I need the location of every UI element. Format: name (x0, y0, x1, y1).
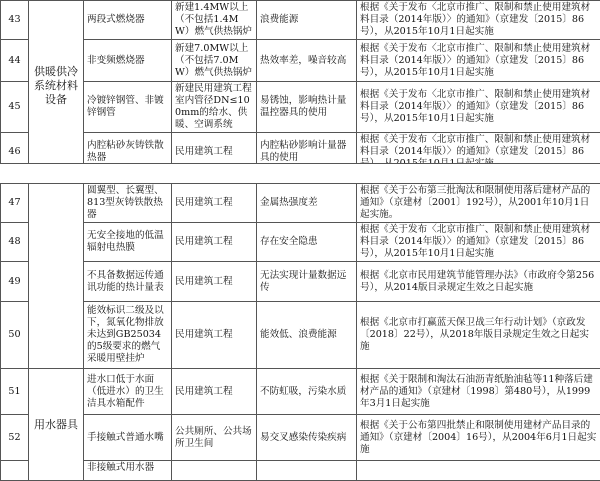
product-cell: 两段式燃烧器 (84, 1, 172, 40)
scope-cell: 民用建筑工程 (172, 302, 257, 369)
reason-cell: 无法实现计量数据远传 (257, 262, 357, 302)
product-cell: 内腔粘砂灰铸铁散热器 (84, 133, 172, 172)
scope-cell: 新建1.4MW以上（不包括1.4MW）燃气供热锅炉 (172, 1, 257, 40)
product-cell: 能效标识二级及以下，氮氧化物排放未达到GB25034的5级要求的燃气采暖用壁挂炉 (84, 302, 172, 369)
basis-cell: 根据《关于公布第三批淘汰和限制使用落后建材产品的通知》（京建材〔2001〕192号），从2001年10月1日起实施。 (357, 184, 600, 223)
scope-cell: 民用建筑工程 (172, 184, 257, 223)
reason-cell: 易锈蚀，影响热计量温控器具的使用 (257, 82, 357, 133)
basis-cell: 根据《关于发布〈北京市推广、限制和禁止使用建筑材料目录（2014年版）〉的通知》（京建发〔2015〕86号），从2015年10月1日起实施 (357, 82, 600, 133)
table-row (1, 369, 600, 415)
row-number: 48 (1, 223, 29, 262)
product-cell: 冷镀锌钢管、非镀锌钢管 (84, 82, 172, 133)
scope-cell: 民用建筑工程 (172, 369, 257, 415)
row-number: 43 (1, 1, 29, 40)
page-break (0, 163, 600, 184)
basis-cell: 根据《关于发布〈北京市推广、限制和禁止使用建筑材料目录（2014年版）〉的通知》（京建发〔2015〕86号），从2015年10月1日起实施 (357, 1, 600, 40)
basis-cell: 根据《关于公布第四批禁止和限制使用建材产品目录的通知》（京建材〔2004〕16号），从2004年6月1日起实施 (357, 415, 600, 461)
table-row (1, 40, 600, 82)
table-row (1, 262, 600, 302)
basis-cell: 根据《北京市打赢蓝天保卫战三年行动计划》（京政发〔2018〕22号），从2018年版目录规定生效之日起实施 (357, 302, 600, 369)
category-cell: 供暖供冷系统材料设备 (29, 1, 84, 172)
product-cell: 非接触式用水器 (84, 461, 172, 481)
row-number: 51 (1, 369, 29, 415)
product-cell: 圆翼型、长翼型、813型灰铸铁散热器 (84, 184, 172, 223)
table-row (1, 1, 600, 40)
table-row (1, 302, 600, 369)
row-number: 44 (1, 40, 29, 82)
reason-cell: 存在安全隐患 (257, 223, 357, 262)
basis-cell: 根据《关于发布〈北京市推广、限制和禁止使用建筑材料目录（2014年版）〉的通知》（京建发〔2015〕86号），从2015年10月1日起实施 (357, 40, 600, 82)
reason-cell: 浪费能源 (257, 1, 357, 40)
scope-cell: 民用建筑工程 (172, 262, 257, 302)
scope-cell: 公共厕所、公共场所卫生间 (172, 415, 257, 461)
basis-cell: 根据《北京市民用建筑节能管理办法》（市政府令第256号），从2014版目录规定生效之日起实施 (357, 262, 600, 302)
category-cell: 用水器具 (29, 369, 84, 481)
row-number-empty (1, 461, 29, 481)
scope-cell: 新建7.0MW以上（不包括7.0MW）燃气供热锅炉 (172, 40, 257, 82)
reason-cell-empty (257, 461, 357, 481)
category-cell-empty (29, 184, 84, 369)
reason-cell: 能效低、浪费能源 (257, 302, 357, 369)
reason-cell: 内腔粘砂影响计量器具的使用 (257, 133, 357, 172)
table-row (1, 184, 600, 223)
scope-cell-empty (172, 461, 257, 481)
row-number: 49 (1, 262, 29, 302)
product-cell: 不具备数据远传通讯功能的热计量表 (84, 262, 172, 302)
table-part-1 (0, 0, 600, 172)
product-cell: 手接触式普通水嘴 (84, 415, 172, 461)
basis-cell-empty (357, 461, 600, 481)
product-cell: 无安全接地的低温辐射电热膜 (84, 223, 172, 262)
scope-cell: 民用建筑工程 (172, 223, 257, 262)
row-number: 50 (1, 302, 29, 369)
basis-cell: 根据《关于发布〈北京市推广、限制和禁止使用建筑材料目录（2014年版）〉的通知》（京建发〔2015〕86 (357, 133, 600, 172)
product-cell: 非变频燃烧器 (84, 40, 172, 82)
product-cell: 进水口低于水面（低进水）的卫生洁具水箱配件 (84, 369, 172, 415)
row-number: 46 (1, 133, 29, 172)
basis-cell: 根据《关于发布〈北京市推广、限制和禁止使用建筑材料目录（2014年版）〉的通知》（京建发〔2015〕86号），从2015年10月1日起实施 (357, 223, 600, 262)
reason-cell: 不防虹吸，污染水质 (257, 369, 357, 415)
basis-cell: 根据《关于限制和淘汰石油沥青纸胎油毡等11种落后建材产品的通知》（京建材〔1998〕第480号），从1999年3月1日起实施 (357, 369, 600, 415)
table-part-2 (0, 183, 600, 481)
table-row (1, 415, 600, 461)
scope-cell: 民用建筑工程 (172, 133, 257, 172)
row-number: 45 (1, 82, 29, 133)
table-row (1, 82, 600, 133)
reason-cell: 易交叉感染传染疾病 (257, 415, 357, 461)
reason-cell: 金属热强度差 (257, 184, 357, 223)
row-number: 47 (1, 184, 29, 223)
scope-cell: 新建民用建筑工程室内管径DN≤100mm的给水、供暖、空调系统 (172, 82, 257, 133)
reason-cell: 热效率差，噪音较高 (257, 40, 357, 82)
row-number: 52 (1, 415, 29, 461)
table-row (1, 461, 600, 481)
table-row (1, 223, 600, 262)
